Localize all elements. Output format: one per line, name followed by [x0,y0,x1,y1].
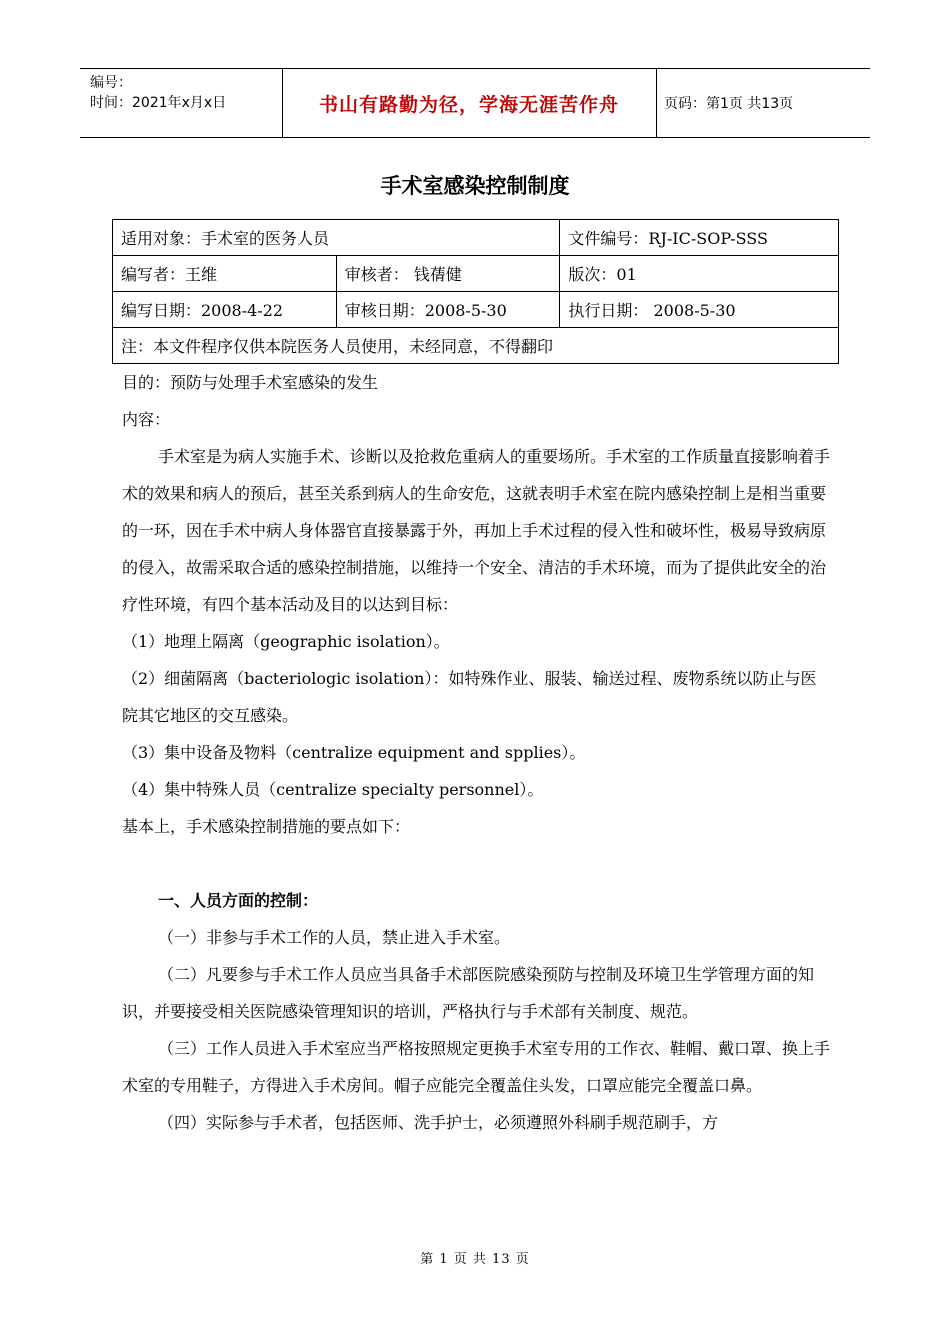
paragraph: （三）工作人员进入手术室应当严格按照规定更换手术室专用的工作衣、鞋帽、戴口罩、换上手术室的专用鞋子，方得进入手术房间。帽子应能完全覆盖住头发，口罩应能完全覆盖口鼻。 [122,1039,831,1095]
version-cell: 版次：01 [560,256,839,292]
exec-date-cell: 执行日期： 2008-5-30 [560,292,839,328]
page-header [80,68,870,138]
scope-cell: 适用对象：手术室的医务人员 [113,220,560,256]
author-cell: 编写者：王维 [113,256,337,292]
list-item: （1）地理上隔离（geographic isolation）。 [122,632,450,651]
code-label: 编号： [90,75,132,91]
write-date-cell: 编写日期：2008-4-22 [113,292,337,328]
intro-paragraph: 手术室是为病人实施手术、诊断以及抢救危重病人的重要场所。手术室的工作质量直接影响着手术的效果和病人的预后，甚至关系到病人的生命安危，这就表明手术室在院内感染控制上是相当重要的一环，因在手术中病人身体器官直接暴露于外，再加上手术过程的侵入性和破坏性，极易导致病原的侵入，故需采取合适的感染控制措施，以维持一个安全、清洁的手术环境，而为了提供此安全的治疗性环境，有四个基本活动及目的以达到目标： [122,447,831,614]
header-page-info: 页码：第1页 共13页 [664,96,794,112]
document-meta-table [112,219,839,364]
reviewer-cell: 审核者： 钱蒨健 [336,256,560,292]
date-label: 时间：2021年x月x日 [90,95,227,111]
table-row [113,328,839,364]
document-title: 手术室感染控制制度 [380,174,570,198]
review-date-cell: 审核日期：2008-5-30 [336,292,560,328]
doc-no-cell: 文件编号：RJ-IC-SOP-SSS [560,220,839,256]
purpose-line: 目的：预防与处理手术室感染的发生 [122,373,379,392]
header-divider [656,69,657,137]
paragraph: （四）实际参与手术者，包括医师、洗手护士，必须遵照外科刷手规范刷手，方 [158,1113,719,1132]
content-label: 内容： [122,410,171,429]
paragraph: （二）凡要参与手术工作人员应当具备手术部医院感染预防与控制及环境卫生学管理方面的知识，并要接受相关医院感染管理知识的培训，严格执行与手术部有关制度、规范。 [122,965,815,1021]
page-footer: 第 1 页 共 13 页 [420,1252,530,1267]
paragraph: （一）非参与手术工作的人员，禁止进入手术室。 [158,928,511,947]
header-motto: 书山有路勤为径，学海无涯苦作舟 [318,93,619,116]
section-heading: 一、人员方面的控制： [158,891,319,910]
list-item: （4）集中特殊人员（centralize specialty personnel）。 [122,780,544,799]
list-item: （2）细菌隔离（bacteriologic isolation）：如特殊作业、服装、输送过程、废物系统以防止与医院其它地区的交互感染。 [122,669,817,725]
document-body [122,364,832,1141]
table-row [113,292,839,328]
note-cell: 注：本文件程序仅供本院医务人员使用，未经同意，不得翻印 [113,328,839,364]
header-meta [90,73,226,113]
table-row [113,256,839,292]
table-row [113,220,839,256]
summary-line: 基本上，手术感染控制措施的要点如下： [122,817,411,836]
list-item: （3）集中设备及物料（centralize equipment and spplies）。 [122,743,586,762]
